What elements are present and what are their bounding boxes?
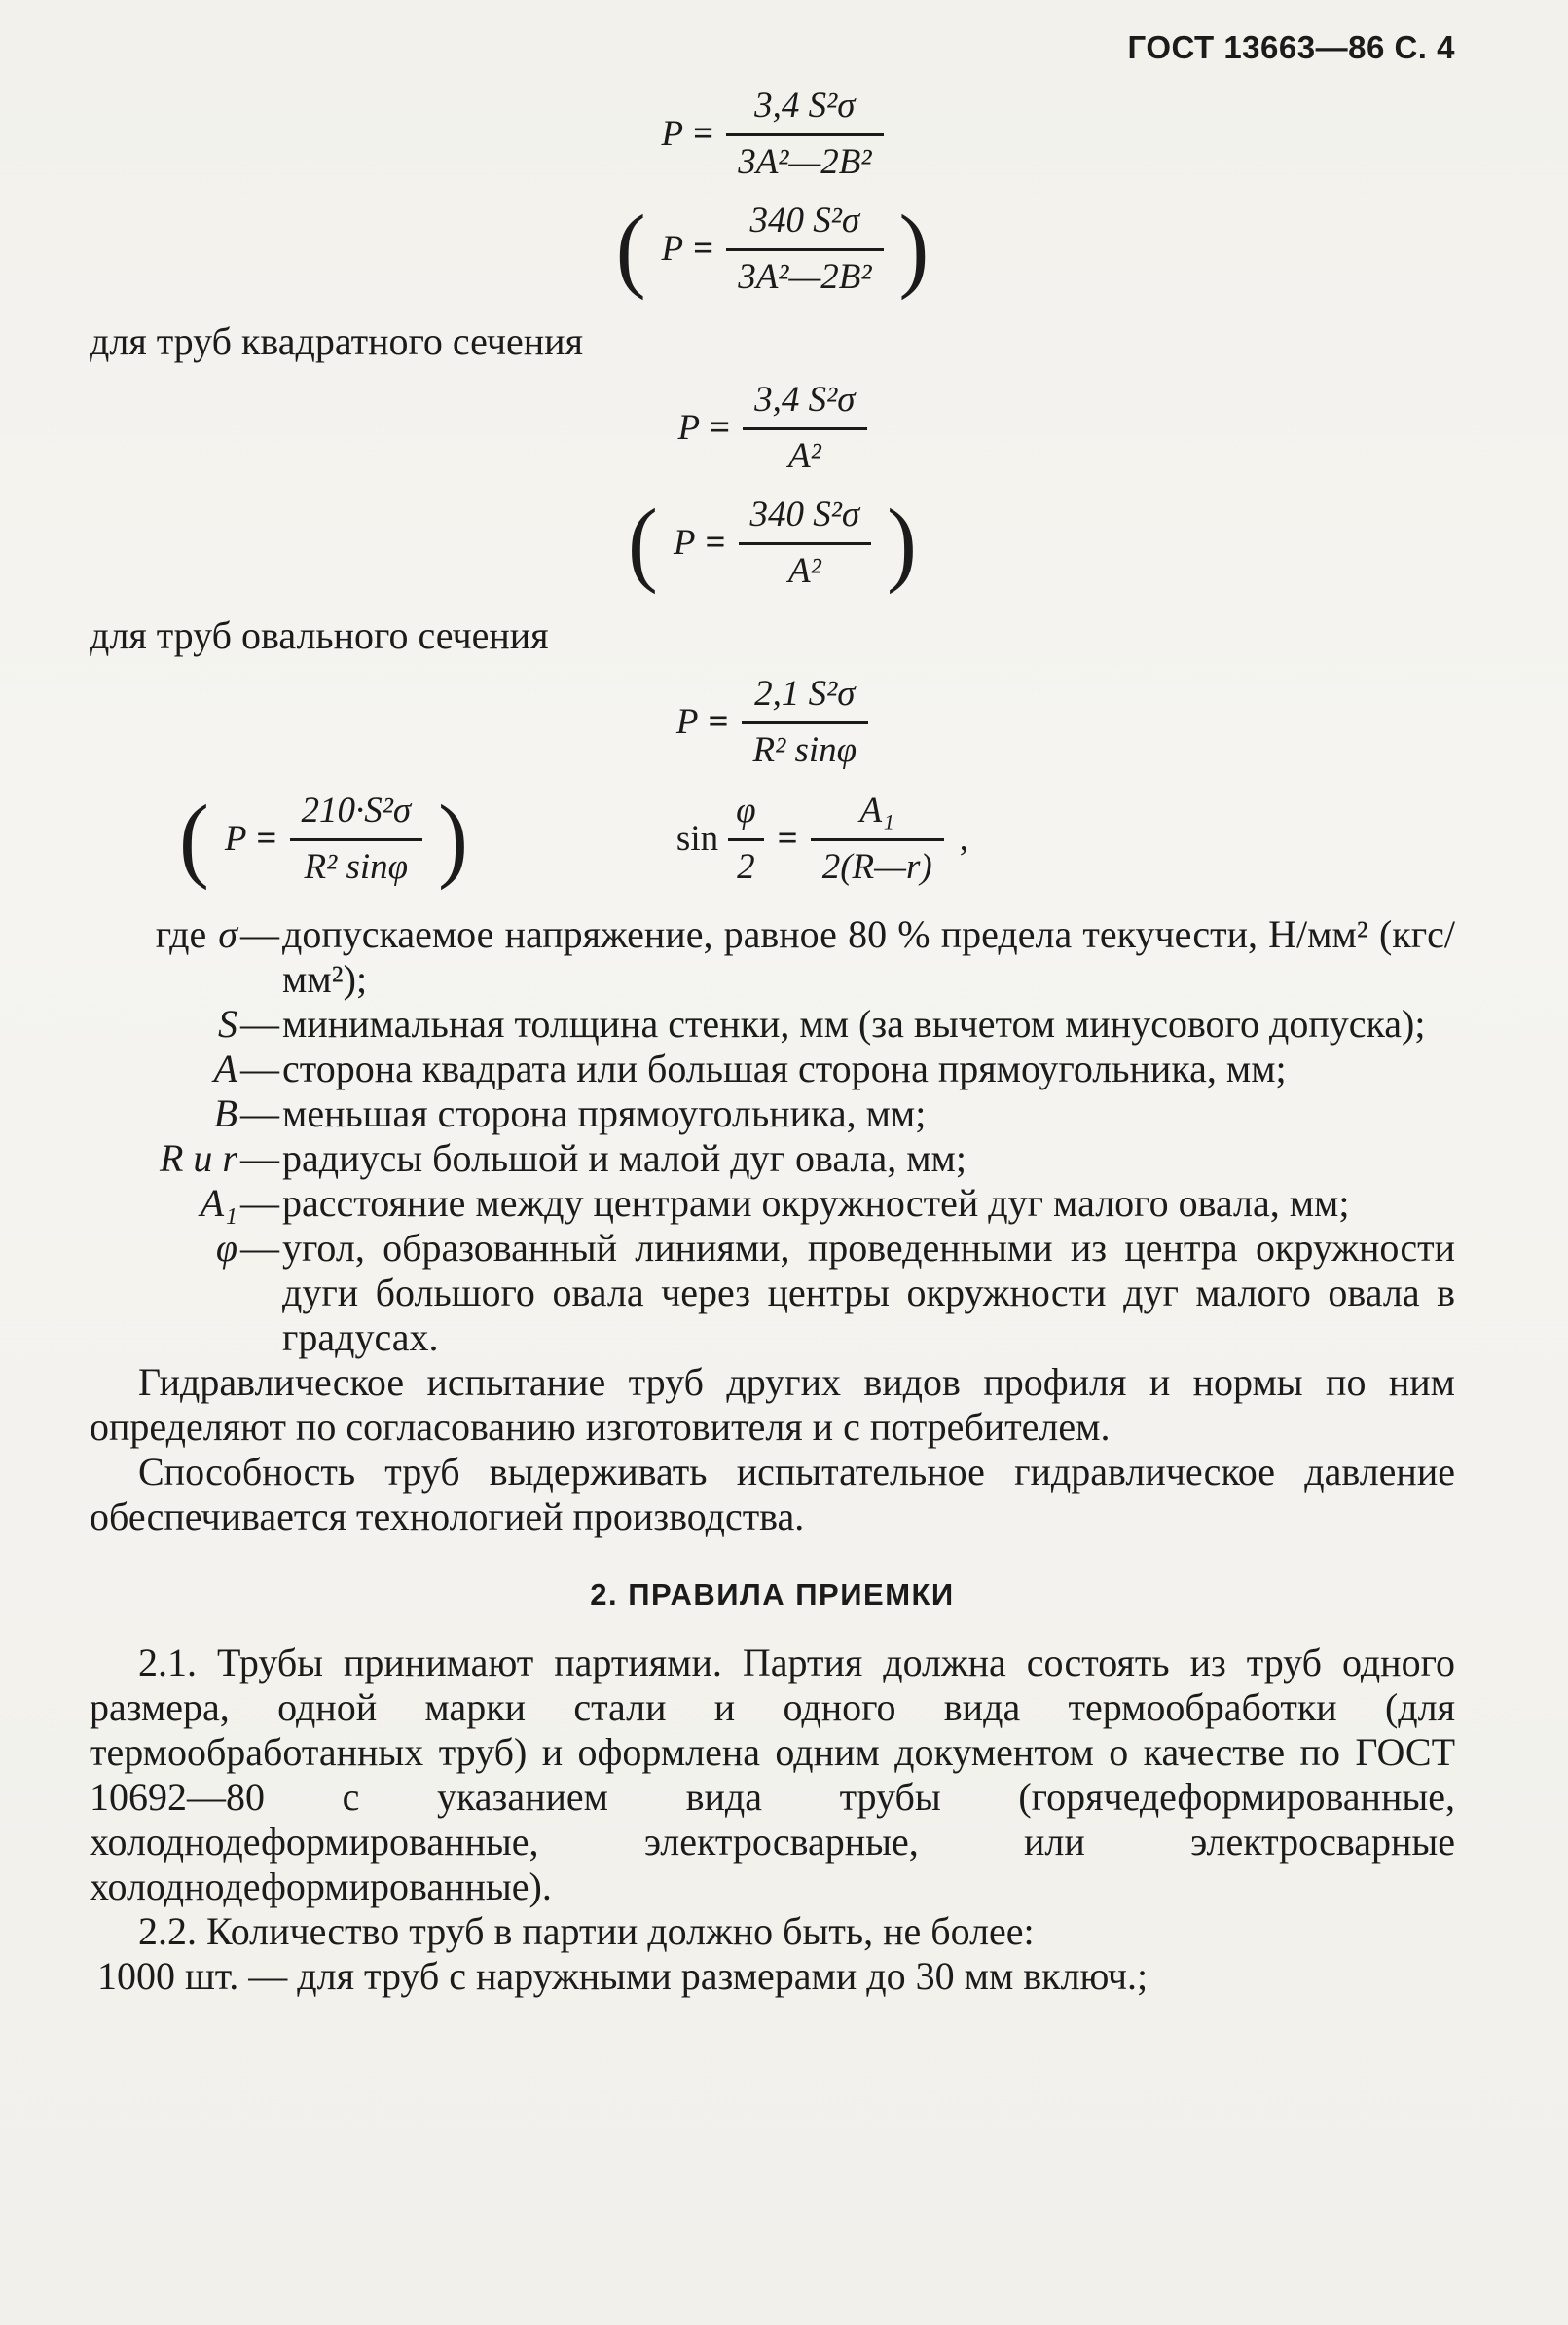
comma: , (959, 819, 968, 860)
gost-number: ГОСТ 13663—86 С. 4 (1127, 29, 1455, 65)
paragraph-2-2: 2.2. Количество труб в партии должно быть, не более: (138, 1908, 1035, 1953)
right-paren: ) (438, 787, 468, 892)
definition-dash: — (240, 1090, 279, 1135)
formula-lhs: P (677, 407, 701, 448)
paragraph-capability: Способность труб выдерживать испытательное гидравлическое давление обеспечивается технологией производства. (90, 1449, 1455, 1538)
formula-lhs: P (673, 523, 696, 564)
fraction-numerator: 340 S²σ (739, 493, 872, 545)
sin-function-label: sin (675, 819, 719, 860)
right-paren: ) (887, 491, 917, 596)
formula-rect-kgf (90, 199, 1455, 300)
fraction (739, 493, 872, 594)
caption-square-tubes: для труб квадратного сечения (90, 319, 583, 364)
fraction-numerator: 3,4 S²σ (743, 378, 866, 430)
left-paren: ( (628, 491, 658, 596)
definition-text: минимальная толщина стенки, мм (за вычетом минусового допуска); (282, 1001, 1426, 1046)
definition-term: где σ (155, 911, 237, 956)
equals-sign: = (710, 407, 730, 448)
fraction-denominator: 3A²—2B² (738, 256, 872, 297)
equals-sign: = (256, 819, 276, 860)
right-paren: ) (898, 197, 930, 302)
formula-lhs: P (224, 819, 247, 860)
paragraph-1000-pcs: 1000 шт. — для труб с наружными размерами до 30 мм включ.; (97, 1953, 1149, 1998)
formula-square-kgf (90, 493, 1455, 594)
definition-dash: — (240, 911, 279, 956)
fraction-denominator: A² (787, 435, 821, 476)
fraction-denominator: 2(R—r) (821, 847, 932, 888)
definition-dash: — (240, 1001, 279, 1046)
left-paren: ( (615, 197, 646, 302)
fraction (290, 789, 423, 890)
formula-lhs: P (661, 228, 684, 269)
fraction-denominator: R² sinφ (752, 729, 857, 770)
definition-text: меньшая сторона прямоугольника, мм; (282, 1090, 927, 1135)
left-paren: ( (179, 787, 209, 892)
fraction (726, 199, 883, 300)
fraction (726, 84, 883, 185)
equals-sign: = (693, 228, 713, 269)
fraction-numerator: 210·S²σ (290, 789, 423, 841)
definition-text: сторона квадрата или большая сторона прямоугольника, мм; (282, 1046, 1287, 1090)
definition-term: φ (215, 1225, 237, 1270)
definition-dash: — (240, 1046, 279, 1090)
formula-lhs: P (675, 702, 699, 743)
section-heading-rules: 2. ПРАВИЛА ПРИЕМКИ (590, 1576, 955, 1611)
fraction (743, 378, 866, 479)
formula-lhs: P (661, 113, 684, 154)
fraction-denominator: 3A²—2B² (738, 141, 872, 182)
fraction (728, 789, 763, 890)
fraction-numerator: A₁ (811, 789, 944, 841)
equals-sign: = (777, 819, 797, 860)
definition-term: R и r (160, 1135, 237, 1180)
definitions-list (90, 912, 1455, 1360)
fraction-denominator: A² (787, 550, 821, 591)
fraction (742, 672, 869, 773)
fraction (811, 789, 944, 890)
fraction-numerator: φ (728, 789, 763, 841)
fraction-denominator: 2 (737, 847, 755, 888)
definition-text: угол, образованный линиями, проведенными из центра окружности дуги большого овала через центры окружности дуг малого овала в градусах. (282, 1225, 1455, 1359)
formula-rect-mpa (90, 84, 1455, 185)
definition-term: B (213, 1090, 237, 1135)
fraction-denominator: R² sinφ (304, 847, 409, 888)
paragraph-hydraulic-test: Гидравлическое испытание труб других видов профиля и нормы по ним определяют по согласованию изготовителя и с потребителем. (90, 1359, 1455, 1449)
definition-term: A₁ (200, 1180, 237, 1225)
fraction-numerator: 2,1 S²σ (742, 672, 869, 724)
equals-sign: = (708, 702, 728, 743)
definition-dash: — (240, 1180, 279, 1225)
formula-oval-kgf (179, 789, 468, 890)
definition-text: допускаемое напряжение, равное 80 % предела текучести, Н/мм² (кгс/мм²); (282, 911, 1455, 1001)
fraction-numerator: 3,4 S²σ (726, 84, 883, 136)
formula-oval-mpa (90, 672, 1455, 773)
doc-header (90, 25, 1455, 70)
definition-text: расстояние между центрами окружностей дуг малого овала, мм; (282, 1180, 1350, 1225)
fraction-numerator: 340 S²σ (726, 199, 883, 251)
definition-term: A (213, 1046, 237, 1090)
definition-dash: — (240, 1135, 279, 1180)
formula-row-oval-kgf (90, 789, 1455, 890)
definition-dash: — (240, 1225, 279, 1270)
definition-term: S (218, 1001, 237, 1046)
paragraph-2-1: 2.1. Трубы принимают партиями. Партия должна состоять из труб одного размера, одной марки стали и одного вида термообработки (для термообработанных труб) и оформлена одним документом о качестве по ГОСТ 10692—80 с указанием вида трубы (горячедеформированные, холоднодеформированные, электросварные, или электросварные холоднодеформированные). (90, 1640, 1455, 1908)
caption-oval-tubes: для труб овального сечения (90, 613, 549, 658)
formula-square-mpa (90, 378, 1455, 479)
definition-text: радиусы большой и малой дуг овала, мм; (282, 1135, 966, 1180)
equals-sign: = (705, 523, 725, 564)
formula-sin-phi (676, 789, 968, 890)
equals-sign: = (693, 113, 713, 154)
